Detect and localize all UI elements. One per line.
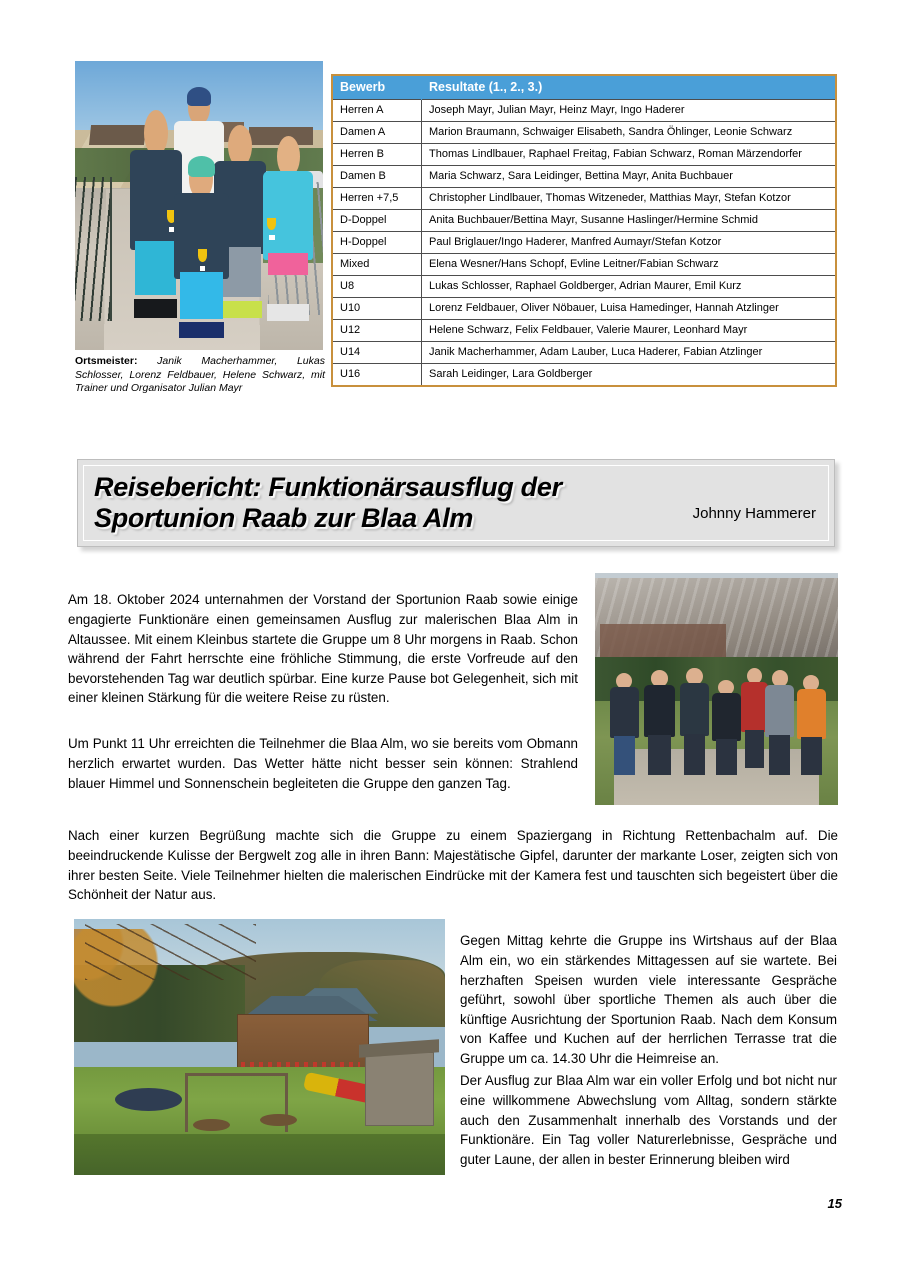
cell-bewerb: Herren A [332,100,422,122]
article-header-box [77,459,835,547]
caption-label: Ortsmeister: [75,355,138,367]
cell-resultate: Lukas Schlosser, Raphael Goldberger, Adrian Maurer, Emil Kurz [422,276,837,298]
photo-winners [75,61,323,350]
article-author: Johnny Hammerer [692,505,816,522]
article-paragraph-2: Um Punkt 11 Uhr erreichten die Teilnehmer die Blaa Alm, wo sie bereits vom Obmann herzlich erwartet wurden. Das Wetter hätte nicht besser sein können: Strahlend blauer Himmel und Sonnenschein begleiteten die Gruppe den ganzen Tag. [68,736,578,791]
photo-blaaalm [74,919,445,1175]
legs [648,735,671,775]
trophy-icon [198,249,207,271]
article-title: Reisebericht: Funktionärsausflug der Sportunion Raab zur Blaa Alm [94,472,562,533]
shoes [267,304,309,321]
trampoline [115,1088,182,1111]
page-number: 15 [827,1196,842,1211]
legs [801,737,822,775]
shoes [134,299,178,318]
cell-bewerb: Herren +7,5 [332,188,422,210]
column-header-resultate: Resultate (1., 2., 3.) [422,75,837,100]
person-hiker [712,680,741,775]
torso [765,685,794,737]
paragraph-text: Nach einer kurzen Begrüßung machte sich die Gruppe zu einem Spaziergang in Richtung Rettenbachalm auf. Die beeindruckende Kulisse der Bergwelt zog alle in ihren Bann: Majestätische Gipfel, darunter der markante Loser, zeigten sich von ihrer besten Seite. Viele Teilnehmer hielten die malerischen Eindrücke mit der Kamera fest und tauschten sich begeistert über die Schönheit der Natur aus. [68,828,838,903]
trophy-icon [267,218,276,240]
cell-resultate: Anita Buchbauer/Bettina Mayr, Susanne Haslinger/Hermine Schmid [422,210,837,232]
cell-bewerb: U8 [332,276,422,298]
table-row [332,298,836,320]
cell-bewerb: U16 [332,364,422,387]
table-row [332,276,836,298]
bridge-railing-left [75,177,112,322]
torso [712,693,741,741]
wooden-shed [365,1052,434,1126]
table-row [332,188,836,210]
column-header-bewerb: Bewerb [332,75,422,100]
cell-resultate: Marion Braumann, Schwaiger Elisabeth, Sandra Öhlinger, Leonie Schwarz [422,122,837,144]
cell-resultate: Thomas Lindlbauer, Raphael Freitag, Fabian Schwarz, Roman Märzendorfer [422,144,837,166]
table-row [332,166,836,188]
legs [769,735,790,775]
table-header-row [332,75,836,100]
cell-bewerb: D-Doppel [332,210,422,232]
cap-icon [188,156,214,178]
torso [263,171,313,260]
cell-bewerb: U14 [332,342,422,364]
person-hiker [644,670,676,774]
table-row [332,254,836,276]
table-row [332,232,836,254]
table-body [332,100,836,387]
table-row [332,122,836,144]
cell-bewerb: H-Doppel [332,232,422,254]
cell-bewerb: U10 [332,298,422,320]
article-paragraph-1: Am 18. Oktober 2024 unternahmen der Vorstand der Sportunion Raab sowie einige engagierte Funktionäre einen gemeinsamen Ausflug zur malerischen Blaa Alm in Altaussee. Mit einem Kleinbus startete die Gruppe um 8 Uhr morgens in Raab. Schon während der Fahrt herrschte eine fröhliche Stimmung, die erste Vorfreude auf den bevorstehenden Tag war deutlich spürbar. Eine kurze Pause bot Gelegenheit, sich mit einer kleinen Stärkung für die weitere Reise zu rüsten. [68,592,578,706]
cell-bewerb: Damen A [332,122,422,144]
shoes [179,322,225,338]
legs [745,730,764,768]
legs [614,736,635,775]
cell-resultate: Janik Macherhammer, Adam Lauber, Luca Haderer, Fabian Atzlinger [422,342,837,364]
table-row [332,342,836,364]
legs [268,253,308,275]
photo-hikers [595,573,838,805]
table-row [332,320,836,342]
person-hiker [797,675,826,775]
table-row [332,100,836,122]
cell-bewerb: Damen B [332,166,422,188]
cell-resultate: Lorenz Feldbauer, Oliver Nöbauer, Luisa Hamedinger, Hannah Atzlinger [422,298,837,320]
cell-bewerb: U12 [332,320,422,342]
article-paragraph-4: Gegen Mittag kehrte die Gruppe ins Wirtshaus auf der Blaa Alm ein, wo ein stärkendes Mittagessen auf sie wartete. Bei herzhaften Speisen wurden viele interessante Gespräche geführt, sowohl über sportliche Themen als auch über die künftige Ausrichtung der Sportunion Raab. Nach dem Konsum von Kaffee und Kuchen auf der herrlichen Terrasse trat die Gruppe um ca. 14.30 Uhr die Heimreise an. [460,933,837,1066]
person-player-3 [263,136,313,321]
cell-resultate: Christopher Lindlbauer, Thomas Witzeneder, Matthias Mayr, Stefan Kotzor [422,188,837,210]
caption-text: Janik Macherhammer, Lukas Schlosser, Lorenz Feldbauer, Helene Schwarz, mit Trainer und Organisator Julian Mayr [75,355,325,394]
dirt-patch [260,1114,297,1127]
person-player-4 [174,159,229,338]
cell-resultate: Sarah Leidinger, Lara Goldberger [422,364,837,387]
table-row [332,364,836,387]
photo-caption-winners [75,355,325,396]
torso [644,685,676,737]
cell-resultate: Joseph Mayr, Julian Mayr, Heinz Mayr, Ingo Haderer [422,100,837,122]
legs [684,734,705,775]
person-hiker [741,668,768,768]
cap-icon [187,87,211,106]
cell-resultate: Elena Wesner/Hans Schopf, Evline Leitner/Fabian Schwarz [422,254,837,276]
person-hiker [765,670,794,774]
torso [610,687,639,738]
table-row [332,144,836,166]
tree-branch [85,924,256,980]
table-row [332,210,836,232]
article-paragraph-3 [68,826,838,904]
legs [135,241,177,295]
legs [180,272,224,319]
torso [797,689,826,739]
cell-resultate: Helene Schwarz, Felix Feldbauer, Valerie Maurer, Leonhard Mayr [422,320,837,342]
cell-resultate: Paul Briglauer/Ingo Haderer, Manfred Aumayr/Stefan Kotzor [422,232,837,254]
cell-bewerb: Mixed [332,254,422,276]
legs [716,739,737,775]
person-hiker [610,673,639,775]
cell-resultate: Maria Schwarz, Sara Leidinger, Bettina Mayr, Anita Buchbauer [422,166,837,188]
foreground-grass [74,1134,445,1175]
torso [680,683,709,736]
person-hiker [680,668,709,775]
cell-bewerb: Herren B [332,144,422,166]
results-table [331,74,837,387]
article-paragraph-5: Der Ausflug zur Blaa Alm war ein voller Erfolg und bot nicht nur eine willkommene Abwechslung vom Alltag, sondern stärkte auch den Zusammenhalt innerhalb des Vorstands und der Funktionäre. Ein Tag voller Naturerlebnisse, Gespräche und guter Laune, der allen in bester Erinnerung bleiben wird [460,1073,837,1167]
torso [741,682,768,732]
